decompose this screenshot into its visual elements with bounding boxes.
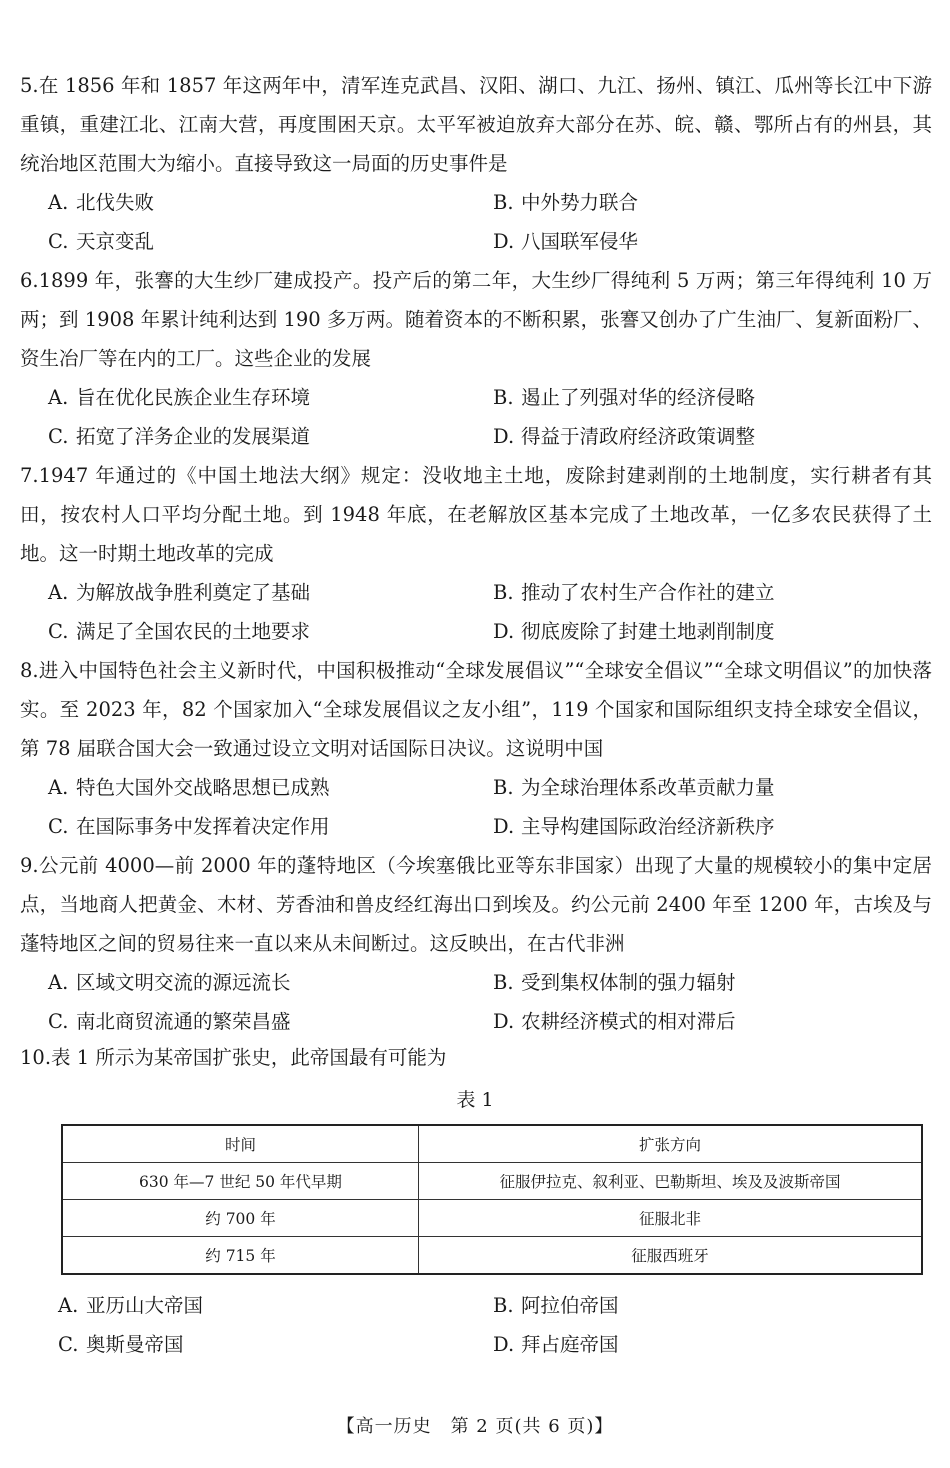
table-header-row [62,1125,922,1163]
option-text: 特色大国外交战略思想已成熟 [76,776,330,799]
expansion-table [61,1124,923,1275]
option-letter: D. [493,425,515,448]
option-text: 阿拉伯帝国 [521,1294,619,1317]
option-d[interactable] [493,1325,938,1364]
question-text: 表 1 所示为某帝国扩张史，此帝国最有可能为 [51,1046,447,1069]
options [20,378,932,456]
table-cell: 约 700 年 [62,1200,419,1237]
option-letter: C. [48,1010,69,1033]
option-letter: D. [493,815,515,838]
option-d[interactable] [493,222,938,261]
question-text: 在 1856 年和 1857 年这两年中，清军连克武昌、汉阳、湖口、九江、扬州、镇江、瓜州等长江中下游重镇，重建江北、江南大营，再度围困天京。太平军被迫放弃大部分在苏、皖、赣、鄂所占有的州县，其统治地区范围大为缩小。直接导致这一局面的历史事件是 [20,74,932,175]
option-b[interactable] [493,768,938,807]
question-stem [20,66,932,183]
option-text: 奥斯曼帝国 [86,1333,184,1356]
options [20,183,932,261]
options [20,963,932,1041]
option-letter: A. [48,581,69,604]
question-number: 5. [20,74,39,97]
question-number: 8. [20,659,39,682]
option-d[interactable] [493,807,938,846]
option-letter: B. [493,191,514,214]
question-stem [20,651,932,768]
option-a[interactable] [48,573,493,612]
option-d[interactable] [493,612,938,651]
option-text: 受到集权体制的强力辐射 [521,971,736,994]
options [20,768,932,846]
option-d[interactable] [493,1002,938,1041]
question-stem [20,846,932,963]
option-letter: B. [493,1294,514,1317]
question-8 [20,651,932,846]
question-6 [20,261,932,456]
question-number: 6. [20,269,39,292]
table-cell: 征服北非 [419,1200,923,1237]
table-cell: 征服伊拉克、叙利亚、巴勒斯坦、埃及及波斯帝国 [419,1163,923,1200]
option-b[interactable] [493,378,938,417]
table-header: 时间 [62,1125,419,1163]
option-b[interactable] [493,963,938,1002]
table-header: 扩张方向 [419,1125,923,1163]
question-text: 进入中国特色社会主义新时代，中国积极推动“全球发展倡议”“全球安全倡议”“全球文明倡议”的加快落实。至 2023 年，82 个国家加入“全球发展倡议之友小组”，119 个国家和国际组织支持全球安全倡议，第 78 届联合国大会一致通过设立文明对话国际日决议。这说明中国 [20,659,932,760]
option-letter: D. [493,1010,515,1033]
question-number: 9. [20,854,39,877]
page-footer: 【高一历史 第 2 页(共 6 页)】 [336,1416,614,1437]
option-a[interactable] [48,963,493,1002]
table-row [62,1163,922,1200]
table-row [62,1200,922,1237]
option-letter: D. [493,620,515,643]
option-a[interactable] [48,768,493,807]
option-a[interactable] [48,378,493,417]
option-text: 满足了全国农民的土地要求 [76,620,311,643]
question-10-options [20,1286,932,1364]
option-text: 南北商贸流通的繁荣昌盛 [76,1010,291,1033]
question-stem [20,1038,932,1077]
option-c[interactable] [48,1002,493,1041]
option-letter: B. [493,776,514,799]
option-c[interactable] [48,807,493,846]
question-7 [20,456,932,651]
table-cell: 630 年—7 世纪 50 年代早期 [62,1163,419,1200]
question-stem [20,261,932,378]
option-text: 遏止了列强对华的经济侵略 [521,386,756,409]
option-text: 亚历山大帝国 [86,1294,204,1317]
option-text: 为全球治理体系改革贡献力量 [521,776,775,799]
option-letter: A. [48,971,69,994]
option-b[interactable] [493,183,938,222]
option-text: 主导构建国际政治经济新秩序 [521,815,775,838]
option-letter: C. [48,815,69,838]
option-letter: A. [58,1294,79,1317]
option-c[interactable] [48,417,493,456]
option-letter: C. [48,425,69,448]
option-text: 在国际事务中发挥着决定作用 [76,815,330,838]
option-letter: B. [493,581,514,604]
table-cell: 约 715 年 [62,1237,419,1275]
option-letter: B. [493,386,514,409]
question-number: 7. [20,464,39,487]
option-letter: A. [48,191,69,214]
option-letter: C. [58,1333,79,1356]
option-text: 拜占庭帝国 [521,1333,619,1356]
option-letter: A. [48,776,69,799]
table-row [62,1237,922,1275]
option-text: 天京变乱 [76,230,155,253]
question-text: 公元前 4000—前 2000 年的蓬特地区（今埃塞俄比亚等东非国家）出现了大量的规模较小的集中定居点，当地商人把黄金、木材、芳香油和兽皮经红海出口到埃及。约公元前 2400 年至 1200 年，古埃及与蓬特地区之间的贸易往来一直以来从未间断过。这反映出，在古代非洲 [20,854,932,955]
table-cell: 征服西班牙 [419,1237,923,1275]
question-number: 10. [20,1046,52,1069]
option-text: 彻底废除了封建土地剥削制度 [521,620,775,643]
option-letter: D. [493,1333,515,1356]
option-b[interactable] [493,573,938,612]
table-caption: 表 1 [456,1089,494,1111]
option-b[interactable] [493,1286,938,1325]
option-text: 拓宽了洋务企业的发展渠道 [76,425,311,448]
option-text: 中外势力联合 [521,191,639,214]
option-c[interactable] [48,222,493,261]
option-text: 得益于清政府经济政策调整 [521,425,756,448]
option-text: 北伐失败 [76,191,155,214]
option-letter: B. [493,971,514,994]
option-c[interactable] [58,1325,493,1364]
option-a[interactable] [58,1286,493,1325]
option-letter: C. [48,620,69,643]
option-letter: A. [48,386,69,409]
option-letter: C. [48,230,69,253]
question-10 [20,1038,932,1077]
option-letter: D. [493,230,515,253]
options [20,573,932,651]
question-9 [20,846,932,1041]
option-text: 为解放战争胜利奠定了基础 [76,581,311,604]
option-text: 区域文明交流的源远流长 [76,971,291,994]
option-c[interactable] [48,612,493,651]
options [20,1286,932,1364]
option-text: 八国联军侵华 [521,230,639,253]
question-stem [20,456,932,573]
question-text: 1899 年，张謇的大生纱厂建成投产。投产后的第二年，大生纱厂得纯利 5 万两；第三年得纯利 10 万两；到 1908 年累计纯利达到 190 多万两。随着资本的不断积累，张謇又创办了广生油厂、复新面粉厂、资生冶厂等在内的工厂。这些企业的发展 [20,269,932,370]
option-text: 推动了农村生产合作社的建立 [521,581,775,604]
question-text: 1947 年通过的《中国土地法大纲》规定：没收地主土地，废除封建剥削的土地制度，实行耕者有其田，按农村人口平均分配土地。到 1948 年底，在老解放区基本完成了土地改革，一亿多农民获得了土地。这一时期土地改革的完成 [20,464,932,565]
option-text: 农耕经济模式的相对滞后 [521,1010,736,1033]
option-d[interactable] [493,417,938,456]
option-text: 旨在优化民族企业生存环境 [76,386,311,409]
question-5 [20,66,932,261]
option-a[interactable] [48,183,493,222]
